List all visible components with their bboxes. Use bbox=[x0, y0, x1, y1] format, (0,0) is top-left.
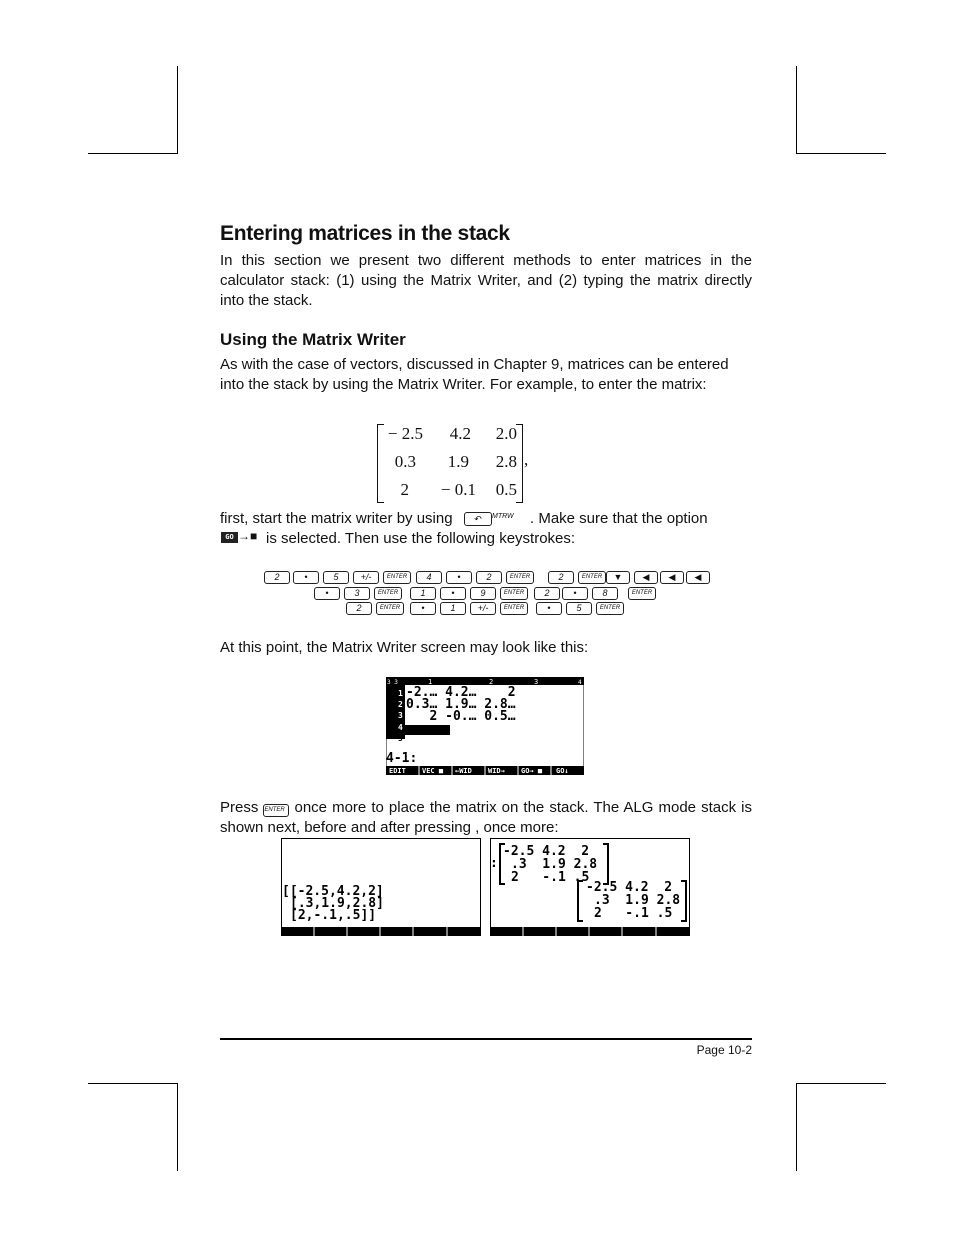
mw-row-num: 3 bbox=[398, 711, 403, 720]
subsection-heading: Using the Matrix Writer bbox=[220, 330, 406, 349]
keystroke-key: 2 bbox=[476, 571, 502, 584]
keystroke-key: 1 bbox=[440, 602, 466, 615]
matrix-cell: 2.0 bbox=[495, 424, 517, 443]
keystroke-key: • bbox=[314, 587, 340, 600]
matrix-comma: , bbox=[524, 450, 529, 469]
left-shift-key: ↶ bbox=[464, 512, 492, 526]
keystroke-key: ◀ bbox=[686, 571, 710, 584]
section-heading: Entering matrices in the stack bbox=[220, 222, 510, 245]
mw-header-col: 2 bbox=[489, 678, 494, 686]
para-text: once more to place the matrix on the stack. The ALG mode stack is shown next, before and after pressing , once more: bbox=[220, 799, 753, 836]
alg-screen-before-display bbox=[281, 838, 481, 936]
matrix-cell: 2.8 bbox=[495, 452, 517, 471]
keystroke-key: 2 bbox=[264, 571, 290, 584]
para-text: first, start the matrix writer by using bbox=[220, 510, 453, 527]
mw-menu-edit: EDIT bbox=[389, 767, 406, 775]
page-number: Page 10-2 bbox=[696, 1043, 752, 1057]
arrow-box-icon: →■ bbox=[238, 529, 258, 543]
mw-row-num: 2 bbox=[398, 700, 403, 709]
intro-paragraph: In this section we present two different methods to enter matrices in the calculator stack: (1) using the Matrix Writer, and (2) typing the matrix directly into the stack. bbox=[220, 252, 752, 309]
alg-after-prefix: : bbox=[490, 856, 498, 871]
mw-row-num: 1 bbox=[398, 689, 403, 698]
keystroke-key: 5 bbox=[566, 602, 592, 615]
go-option-label: GO bbox=[225, 533, 234, 541]
keystroke-key: ENTER bbox=[628, 587, 656, 600]
keystroke-key: ◀ bbox=[660, 571, 684, 584]
mw-menu-wid-right: WID→ bbox=[488, 767, 505, 775]
crop-mark bbox=[88, 1083, 177, 1084]
footer-rule bbox=[220, 1038, 752, 1040]
keystroke-key: ▼ bbox=[606, 571, 630, 584]
mw-menu-go-right: GO→ ■ bbox=[521, 767, 543, 775]
matrix-writer-display bbox=[386, 677, 584, 775]
crop-mark bbox=[177, 66, 178, 154]
mw-menu-vec: VEC ■ bbox=[422, 767, 444, 775]
paragraph-matrix-intro: As with the case of vectors, discussed in Chapter 9, matrices can be entered into the stack by using the Matrix Writer. For example, to enter the matrix: bbox=[220, 356, 729, 393]
mw-menu-go-down: GO↓ bbox=[556, 767, 569, 775]
alg-before-line: [[-2.5,4.2,2] bbox=[282, 884, 384, 899]
alg-after-bottom-line: 2 -.1 .5 bbox=[594, 906, 673, 921]
mw-command-line: 4-1: bbox=[386, 751, 418, 766]
mw-row-num: 5 bbox=[398, 734, 403, 743]
keystroke-key: ◀ bbox=[634, 571, 658, 584]
keystroke-key: 1 bbox=[410, 587, 436, 600]
keystroke-key: 2 bbox=[548, 571, 574, 584]
alg-after-top-line: .3 1.9 2.8 bbox=[511, 857, 598, 872]
matrix-cell: 4.2 bbox=[449, 424, 471, 443]
mw-row-num: 4 bbox=[398, 723, 403, 732]
alg-after-bottom-line: .3 1.9 2.8 bbox=[594, 893, 681, 908]
crop-mark bbox=[797, 1083, 886, 1084]
keystroke-key: ENTER bbox=[500, 587, 528, 600]
keystroke-key: 3 bbox=[344, 587, 370, 600]
keystroke-key: 4 bbox=[416, 571, 442, 584]
keystroke-key: ENTER bbox=[506, 571, 534, 584]
alg-screen-before bbox=[281, 838, 481, 936]
alg-after-top-line: 2 -.1 .5 bbox=[511, 870, 590, 885]
mw-header-col: 1 bbox=[428, 678, 433, 686]
keystroke-key: • bbox=[410, 602, 436, 615]
para-text: is selected. Then use the following keystrokes: bbox=[266, 530, 576, 547]
matrix-cell: − 2.5 bbox=[387, 424, 423, 443]
para-text: Press bbox=[220, 799, 259, 816]
mw-row-values: 0.3… 1.9… 2.8… bbox=[406, 697, 516, 712]
crop-mark bbox=[796, 1083, 797, 1171]
keystroke-key: 5 bbox=[323, 571, 349, 584]
keystroke-key: 2 bbox=[346, 602, 372, 615]
para-text: . Make sure that the option bbox=[530, 510, 708, 527]
crop-mark bbox=[797, 153, 886, 154]
keystroke-key: +/- bbox=[470, 602, 496, 615]
right-bracket bbox=[516, 424, 523, 503]
alg-before-line: [.3,1.9,2.8] bbox=[290, 896, 384, 911]
keystroke-key: ENTER bbox=[376, 602, 404, 615]
mw-menu-wid-left: ←WID bbox=[455, 767, 472, 775]
keystroke-key: • bbox=[536, 602, 562, 615]
mtrw-key-label: MTRW bbox=[492, 513, 514, 520]
alg-screen-after bbox=[490, 838, 690, 936]
keystroke-key: +/- bbox=[353, 571, 379, 584]
matrix-cell: 0.3 bbox=[394, 452, 416, 471]
go-option-icon bbox=[221, 532, 238, 543]
example-matrix bbox=[372, 420, 537, 505]
keystroke-key: • bbox=[293, 571, 319, 584]
matrix-cell: 2 bbox=[400, 480, 409, 499]
mw-header-col: 3 bbox=[534, 678, 539, 686]
matrix-writer-screen bbox=[386, 677, 584, 775]
mw-header-size: 3 3 bbox=[387, 679, 398, 686]
paragraph-screen-intro: At this point, the Matrix Writer screen may look like this: bbox=[220, 639, 589, 656]
keystroke-key: • bbox=[562, 587, 588, 600]
keystroke-key: ENTER bbox=[374, 587, 402, 600]
keystroke-key: 9 bbox=[470, 587, 496, 600]
keystroke-key: ENTER bbox=[383, 571, 411, 584]
keystroke-key: 2 bbox=[534, 587, 560, 600]
alg-screen-after-display bbox=[490, 838, 690, 936]
keystroke-key: ENTER bbox=[596, 602, 624, 615]
mw-header-col: 4 bbox=[578, 679, 582, 686]
mw-row-values: -2.… 4.2… 2 bbox=[406, 685, 516, 700]
keystroke-key: • bbox=[440, 587, 466, 600]
alg-after-bottom-line: -2.5 4.2 2 bbox=[586, 880, 673, 895]
alg-after-top-line: -2.5 4.2 2 bbox=[503, 844, 590, 859]
crop-mark bbox=[796, 66, 797, 154]
matrix-cell: 0.5 bbox=[495, 480, 517, 499]
alg-before-line: [2,-.1,.5]] bbox=[290, 908, 377, 923]
crop-mark bbox=[88, 153, 177, 154]
matrix-cell: − 0.1 bbox=[440, 480, 476, 499]
enter-key: ENTER bbox=[263, 804, 289, 817]
paragraph-press-enter bbox=[220, 798, 752, 838]
crop-mark bbox=[177, 1083, 178, 1171]
keystroke-key: ENTER bbox=[500, 602, 528, 615]
keystroke-key: ENTER bbox=[578, 571, 606, 584]
mw-row-values: 2 -0.… 0.5… bbox=[406, 709, 516, 724]
matrix-cell: 1.9 bbox=[447, 452, 469, 471]
keystroke-key: 8 bbox=[592, 587, 618, 600]
keystroke-key: • bbox=[446, 571, 472, 584]
